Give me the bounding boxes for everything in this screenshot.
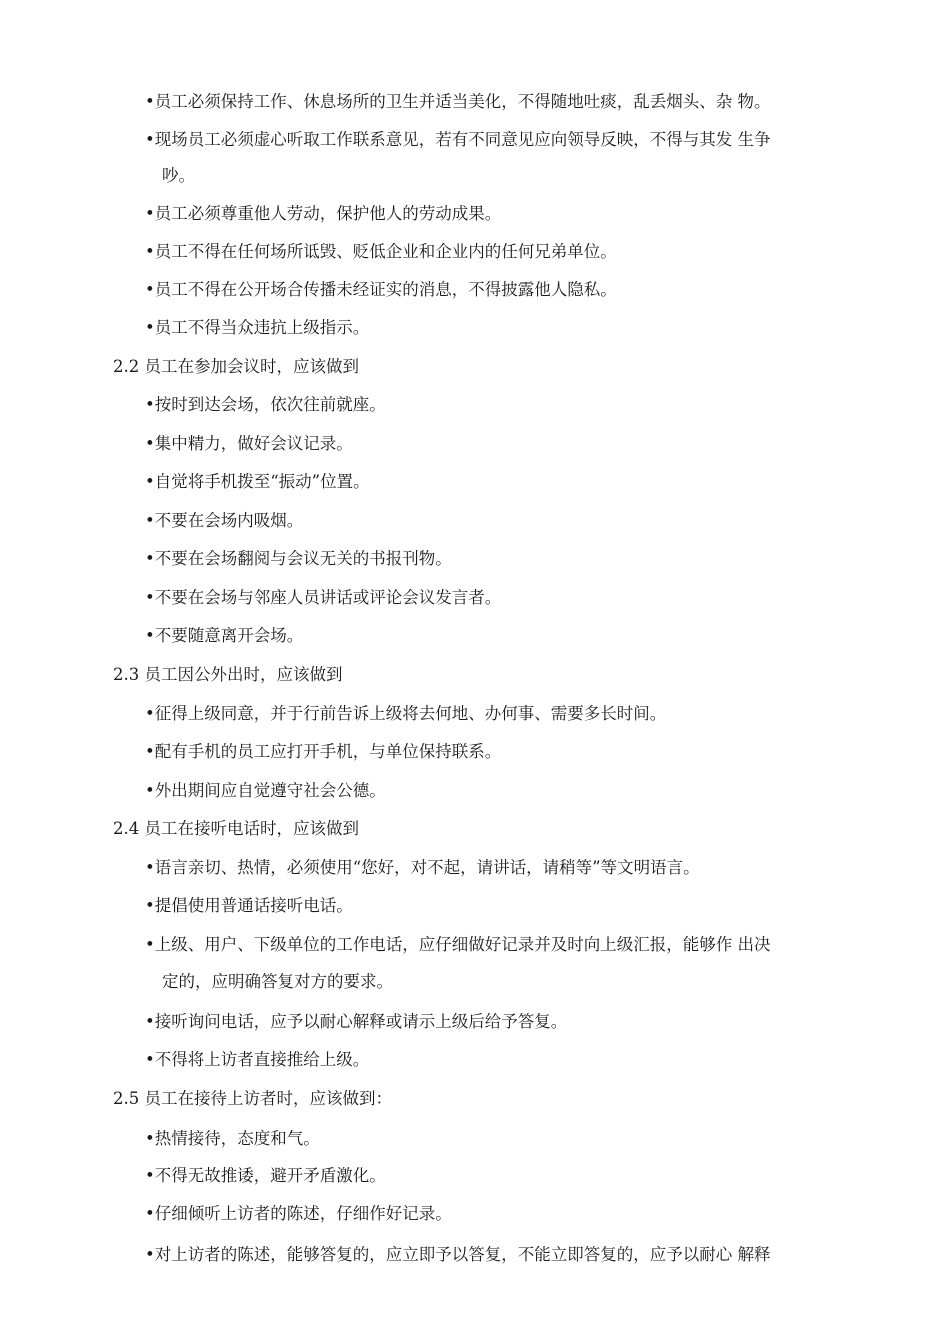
list-item: •仔细倾听上访者的陈述，仔细作好记录。 [145, 1204, 452, 1223]
list-item: •配有手机的员工应打开手机，与单位保持联系。 [145, 742, 502, 761]
list-item: •不得将上访者直接推给上级。 [145, 1050, 370, 1069]
list-item: •不要在会场与邻座人员讲话或评论会议发言者。 [145, 588, 502, 607]
list-item: •不要在会场内吸烟。 [145, 511, 304, 530]
section-heading: 2.4 员工在接听电话时，应该做到 [113, 819, 359, 838]
list-item: •集中精力，做好会议记录。 [145, 434, 353, 453]
list-item: •员工不得在任何场所诋毁、贬低企业和企业内的任何兄弟单位。 [145, 242, 617, 261]
list-item: •外出期间应自觉遵守社会公德。 [145, 781, 386, 800]
list-item: •提倡使用普通话接听电话。 [145, 896, 353, 915]
list-item: •对上访者的陈述，能够答复的，应立即予以答复，不能立即答复的，应予以耐心 解释 [145, 1245, 771, 1264]
list-item: •按时到达会场，依次往前就座。 [145, 395, 386, 414]
list-item: •员工不得当众违抗上级指示。 [145, 318, 370, 337]
list-item: •不要在会场翻阅与会议无关的书报刊物。 [145, 549, 452, 568]
list-item: •上级、用户、下级单位的工作电话，应仔细做好记录并及时向上级汇报，能够作 出决 [145, 935, 771, 954]
list-item: •员工不得在公开场合传播未经证实的消息，不得披露他人隐私。 [145, 280, 617, 299]
list-item: •语言亲切、热情，必须使用“您好，对不起，请讲话，请稍等”等文明语言。 [145, 858, 700, 877]
list-item-continuation: 定的，应明确答复对方的要求。 [162, 972, 393, 991]
list-item: •自觉将手机拨至“振动”位置。 [145, 472, 370, 491]
list-item: •员工必须保持工作、休息场所的卫生并适当美化，不得随地吐痰，乱丢烟头、杂 物。 [145, 92, 771, 111]
section-heading: 2.2 员工在参加会议时，应该做到 [113, 357, 359, 376]
section-heading: 2.5 员工在接待上访者时，应该做到： [113, 1089, 392, 1108]
list-item: •接听询问电话，应予以耐心解释或请示上级后给予答复。 [145, 1012, 568, 1031]
list-item-continuation: 吵。 [162, 166, 195, 185]
list-item: •热情接待，态度和气。 [145, 1129, 320, 1148]
list-item: •征得上级同意，并于行前告诉上级将去何地、办何事、需要多长时间。 [145, 704, 667, 723]
list-item: •不得无故推诿，避开矛盾激化。 [145, 1166, 386, 1185]
list-item: •不要随意离开会场。 [145, 626, 304, 645]
list-item: •员工必须尊重他人劳动，保护他人的劳动成果。 [145, 204, 502, 223]
list-item: •现场员工必须虚心听取工作联系意见，若有不同意见应向领导反映，不得与其发 生争 [145, 130, 771, 149]
section-heading: 2.3 员工因公外出时，应该做到 [113, 665, 343, 684]
